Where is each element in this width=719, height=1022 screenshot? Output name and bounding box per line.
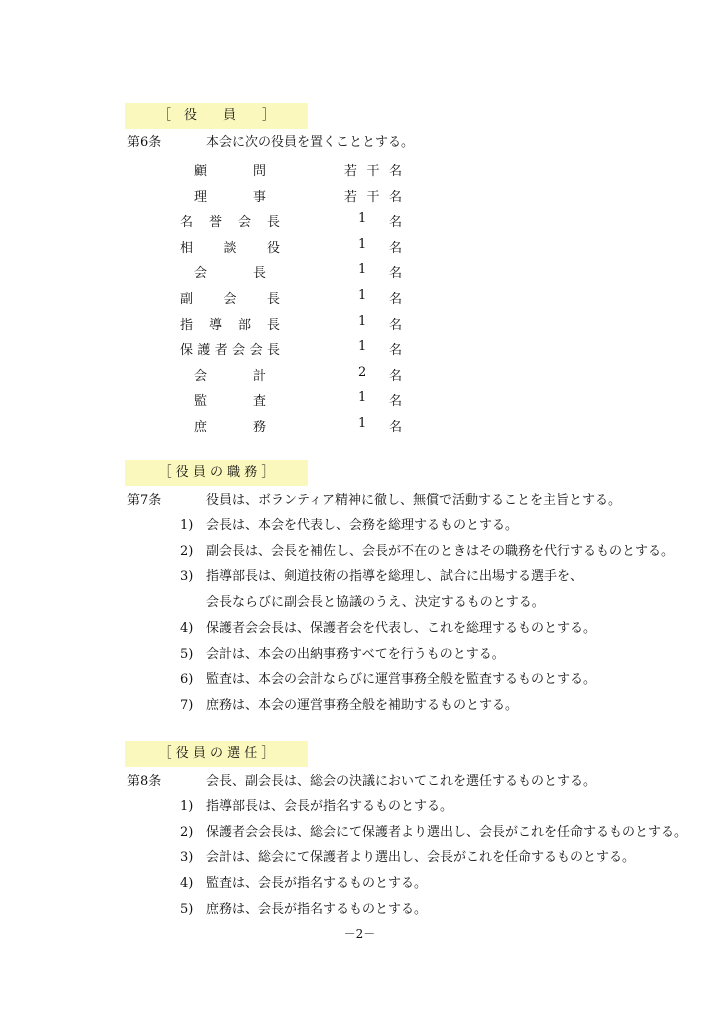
officer-row (180, 236, 402, 256)
section-heading-text: ［ 役 員 の 職 務 ］ (158, 465, 275, 480)
list-item-number: 3) (180, 850, 194, 866)
officer-quantity: 1 名 (358, 390, 402, 410)
officer-row (180, 390, 402, 410)
officer-quantity: 1 名 (358, 288, 402, 307)
officer-quantity: 1 名 (358, 313, 402, 333)
page-number: －2－ (343, 927, 376, 941)
officer-row (180, 288, 402, 307)
officer-quantity: 1 名 (358, 339, 402, 359)
officer-role: 名 誉 会 長 (180, 215, 280, 231)
list-item (180, 698, 518, 714)
article-number: 第6条 (127, 135, 162, 150)
list-item-text: 指導部長は、会長が指名するものとする。 (206, 799, 454, 814)
list-item (180, 544, 674, 560)
officer-role: 庶 務 (194, 420, 266, 435)
list-item-text: 指導部長は、剣道技術の指導を総理し、試合に出場する選手を、 (206, 569, 584, 585)
list-item-number: 2) (180, 543, 194, 559)
list-item (180, 799, 453, 815)
list-item-number: 4) (180, 620, 194, 636)
officer-quantity: 1 名 (358, 236, 402, 256)
list-item-number: 6) (180, 672, 194, 688)
officer-quantity: 1 名 (358, 262, 402, 282)
list-item (180, 518, 518, 534)
officer-row (180, 211, 402, 231)
section-heading-election (125, 741, 308, 767)
list-item (180, 850, 635, 866)
list-item-number: 3) (180, 569, 194, 585)
list-item-number: 4) (180, 876, 194, 892)
officer-row (180, 262, 402, 282)
list-item (180, 672, 596, 688)
officer-role: 副 会 長 (180, 292, 280, 307)
officer-role: 監 査 (194, 394, 266, 410)
list-item (180, 825, 687, 841)
section-heading-officers (125, 103, 308, 129)
list-item-text: 監査は、本会の会計ならびに運営事務全般を監査するものとする。 (206, 672, 597, 688)
officer-quantity: 若 干 名 (344, 164, 402, 179)
list-item-text: 副会長は、会長を補佐し、会長が不在のときはその職務を代行するものとする。 (206, 543, 675, 559)
list-item-number: 2) (180, 824, 194, 840)
list-item-text: 保護者会会長は、総会にて保護者より選出し、会長がこれを任命するものとする。 (206, 824, 688, 840)
officer-row (180, 416, 402, 435)
list-item-text: 庶務は、会長が指名するものとする。 (206, 901, 428, 917)
officer-row (180, 339, 402, 359)
article-text: 役員は、ボランティア精神に徹し、無償で活動することを主旨とする。 (206, 493, 621, 508)
article-text: 会長、副会長は、総会の決議においてこれを選任するものとする。 (206, 774, 597, 789)
officer-role: 理 事 (194, 189, 266, 205)
officer-role: 会 長 (194, 266, 266, 282)
officer-row (180, 364, 402, 384)
list-item-number: 1) (180, 518, 194, 533)
list-item-number: 5) (180, 901, 194, 917)
officer-quantity: 若 干 名 (344, 189, 402, 205)
officer-role: 会 計 (194, 368, 266, 384)
section-heading-text: ［ 役 員 ］ (157, 108, 275, 123)
article-text: 本会に次の役員を置くこととする。 (206, 135, 415, 150)
list-item-text: 会計は、総会にて保護者より選出し、会長がこれを任命するものとする。 (206, 850, 636, 866)
section-heading-text: ［ 役 員 の 選 任 ］ (158, 746, 275, 761)
officer-quantity: 1 名 (358, 416, 402, 435)
list-item-text: 監査は、会長が指名するものとする。 (206, 876, 428, 892)
article-number: 第7条 (127, 493, 162, 508)
list-item-text: 会長は、本会を代表し、会務を総理するものとする。 (206, 518, 519, 533)
list-item-text: 会長ならびに副会長と協議のうえ、決定するものとする。 (206, 595, 545, 611)
section-heading-duties (125, 460, 308, 486)
list-item (180, 595, 545, 611)
officer-row (180, 186, 402, 205)
officer-role: 指 導 部 長 (180, 317, 280, 333)
list-item (180, 876, 427, 892)
article-number: 第8条 (127, 774, 162, 789)
list-item-number: 1) (180, 799, 194, 814)
list-item-number: 7) (180, 697, 194, 713)
list-item (180, 569, 583, 585)
list-item (180, 621, 596, 637)
list-item (180, 902, 427, 918)
officer-row (180, 160, 402, 179)
list-item-number: 5) (180, 646, 194, 662)
officer-quantity: 1 名 (358, 211, 402, 231)
list-item (180, 647, 505, 663)
officer-role: 顧 問 (194, 164, 266, 179)
officer-row (180, 313, 402, 333)
officer-role: 保 護 者 会 会 長 (180, 343, 280, 359)
list-item-text: 庶務は、本会の運営事務全般を補助するものとする。 (206, 697, 519, 713)
officer-role: 相 談 役 (180, 240, 280, 256)
list-item-text: 会計は、本会の出納事務すべてを行うものとする。 (206, 646, 505, 662)
officer-quantity: 2 名 (358, 364, 402, 384)
list-item-text: 保護者会会長は、保護者会を代表し、これを総理するものとする。 (206, 620, 597, 636)
